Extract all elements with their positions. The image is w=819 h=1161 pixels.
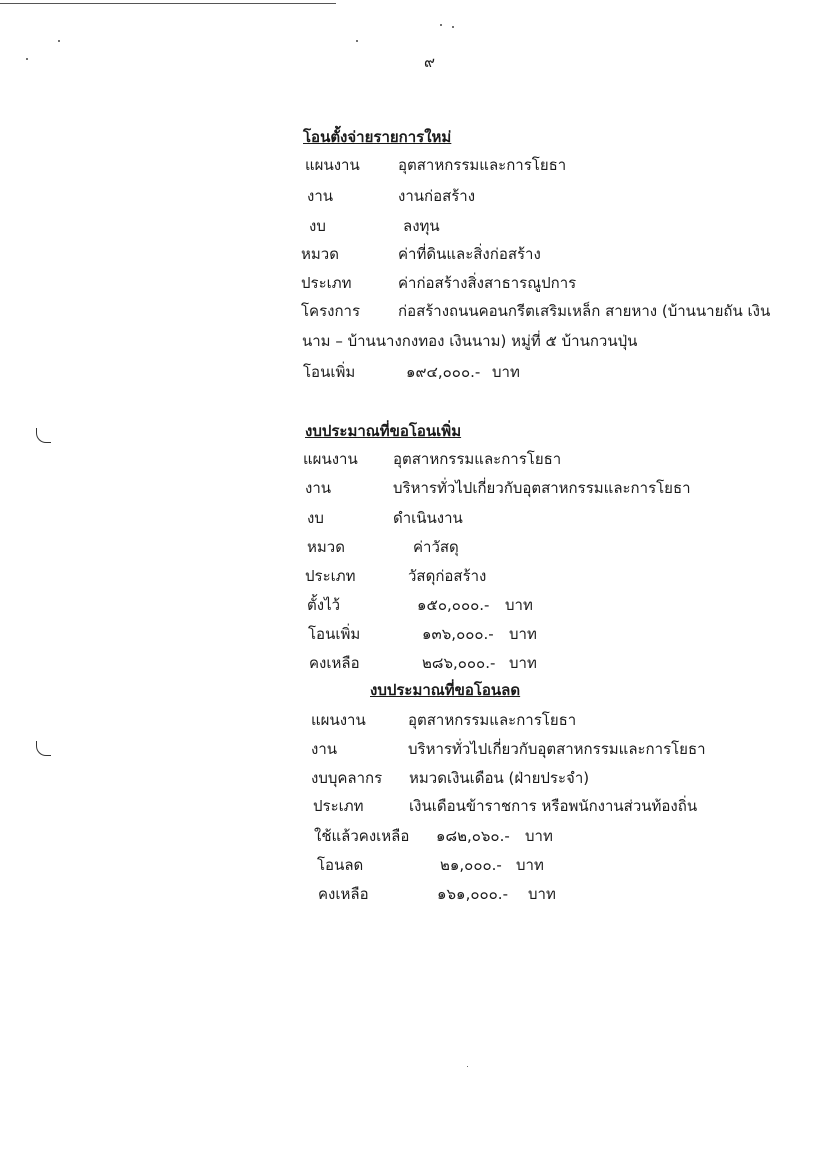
row-label: งาน xyxy=(311,740,338,758)
amount-unit: บาท xyxy=(492,363,520,381)
section-increase-heading: งบประมาณที่ขอโอนเพิ่ม xyxy=(305,422,462,440)
row-value: อุตสาหกรรมและการโยธา xyxy=(408,711,577,729)
scan-speck xyxy=(356,40,358,42)
amount-value: ๒๑,๐๐๐.- xyxy=(440,856,502,874)
amount-label: โอนเพิ่ม xyxy=(308,625,361,643)
amount-value: ๑๘๒,๐๖๐.- xyxy=(436,827,510,845)
amount-label: คงเหลือ xyxy=(318,885,369,903)
amount-value: ๑๖๑,๐๐๐.- xyxy=(437,885,508,903)
amount-unit: บาท xyxy=(525,827,553,845)
section-decrease-heading: งบประมาณที่ขอโอนลด xyxy=(370,681,521,699)
binder-hole-mark xyxy=(36,741,51,756)
amount-unit: บาท xyxy=(509,654,537,672)
row-value: บริหารทั่วไปเกี่ยวกับอุตสาหกรรมและการโยธา xyxy=(408,740,706,758)
row-label: งาน xyxy=(305,479,332,497)
row-value: ดำเนินงาน xyxy=(393,509,463,527)
amount-label: ตั้งไว้ xyxy=(307,596,341,614)
row-label: งบ xyxy=(309,217,326,235)
section-new-heading: โอนตั้งจ่ายรายการใหม่ xyxy=(303,128,452,146)
row-label: โครงการ xyxy=(301,302,361,320)
row-value: ค่าที่ดินและสิ่งก่อสร้าง xyxy=(398,245,541,263)
row-label: ประเภท xyxy=(301,274,352,292)
scan-speck xyxy=(26,58,28,60)
binder-hole-mark xyxy=(36,428,51,443)
amount-unit: บาท xyxy=(505,596,533,614)
row-value: วัสดุก่อสร้าง xyxy=(408,567,487,585)
amount-value: ๑๙๔,๐๐๐.- xyxy=(406,363,481,381)
row-label: แผนงาน xyxy=(305,156,360,174)
row-value: อุตสาหกรรมและการโยธา xyxy=(393,450,562,468)
page-number: ๙ xyxy=(424,53,435,71)
scan-speck xyxy=(440,24,442,26)
row-label: งบ xyxy=(307,509,324,527)
row-label: ประเภท xyxy=(305,567,356,585)
row-value: หมวดเงินเดือน (ฝ่ายประจำ) xyxy=(409,769,590,787)
row-label: แผนงาน xyxy=(311,711,366,729)
row-value: ลงทุน xyxy=(403,217,440,235)
amount-label: ใช้แล้วคงเหลือ xyxy=(314,827,410,845)
project-continuation: นาม – บ้านนางกงทอง เงินนาม) หมู่ที่ ๕ บ้านกวนปุ่น xyxy=(302,332,638,350)
row-label: ประเภท xyxy=(313,797,364,815)
amount-unit: บาท xyxy=(509,625,537,643)
amount-value: ๑๓๖,๐๐๐.- xyxy=(422,625,494,643)
scan-speck xyxy=(467,1066,468,1067)
row-label: งบบุคลากร xyxy=(311,769,383,787)
scan-speck xyxy=(58,40,60,42)
amount-unit: บาท xyxy=(528,885,556,903)
row-label: แผนงาน xyxy=(303,450,358,468)
row-value: อุตสาหกรรมและการโยธา xyxy=(398,156,567,174)
amount-label: โอนลด xyxy=(317,856,364,874)
amount-label: คงเหลือ xyxy=(309,654,360,672)
amount-value: ๒๘๖,๐๐๐.- xyxy=(422,654,496,672)
amount-label: โอนเพิ่ม xyxy=(303,363,356,381)
row-value: ก่อสร้างถนนคอนกรีตเสริมเหล็ก สายหาง (บ้านนายถัน เงิน xyxy=(398,302,771,320)
row-value: ค่าก่อสร้างสิ่งสาธารณูปการ xyxy=(398,274,577,292)
row-value: ค่าวัสดุ xyxy=(413,538,459,556)
row-label: หมวด xyxy=(301,245,339,263)
row-value: บริหารทั่วไปเกี่ยวกับอุตสาหกรรมและการโยธา xyxy=(393,479,691,497)
amount-value: ๑๕๐,๐๐๐.- xyxy=(417,596,490,614)
row-value: งานก่อสร้าง xyxy=(398,187,476,205)
row-value: เงินเดือนข้าราชการ หรือพนักงานส่วนท้องถิ่น xyxy=(409,797,698,815)
row-label: หมวด xyxy=(307,538,345,556)
scan-border-line xyxy=(0,3,336,4)
scan-speck xyxy=(452,26,454,28)
row-label: งาน xyxy=(307,187,334,205)
amount-unit: บาท xyxy=(516,856,544,874)
